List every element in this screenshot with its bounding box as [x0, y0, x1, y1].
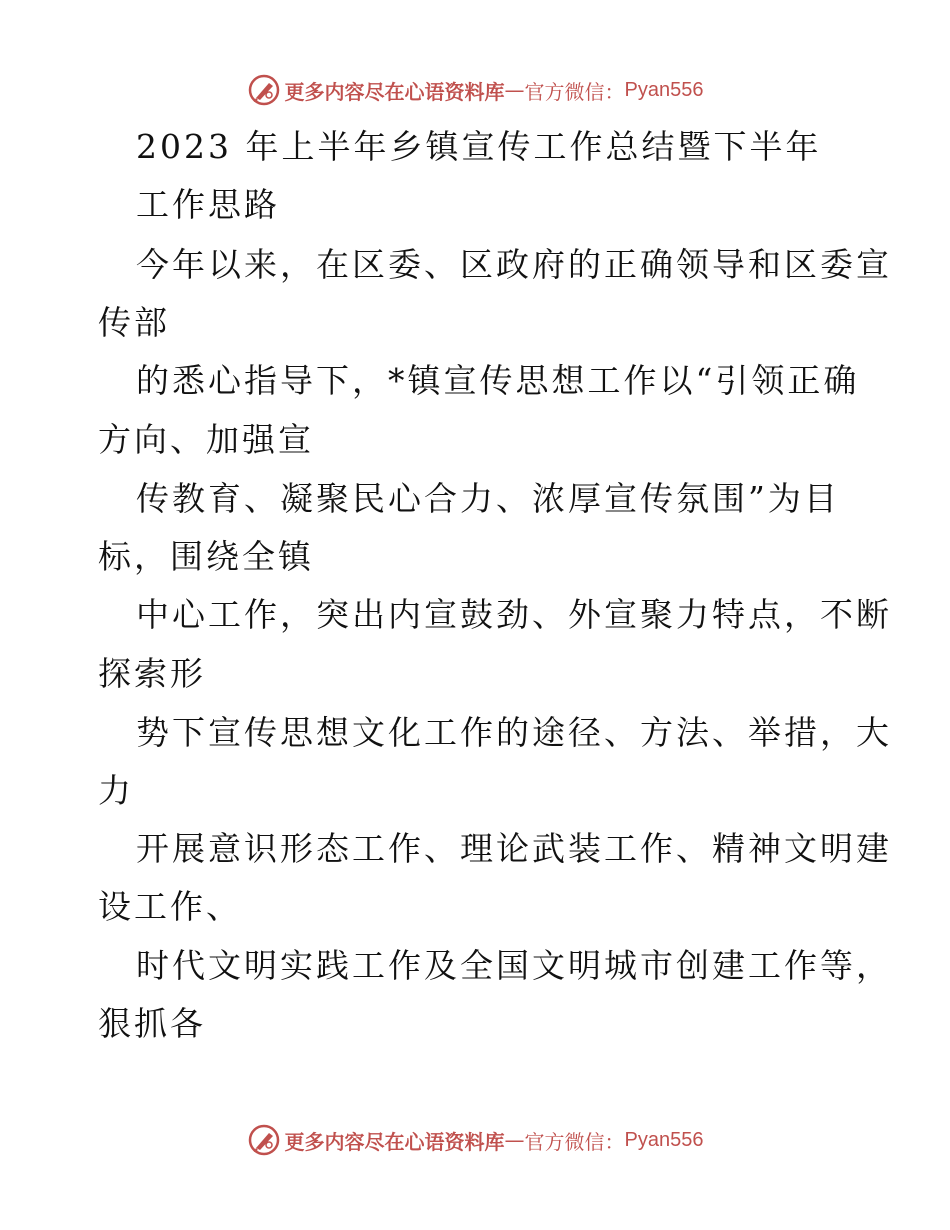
paragraph-line: 标，围绕全镇: [98, 537, 314, 576]
paragraph-line: 开展意识形态工作、理论武装工作、精神文明建: [136, 829, 892, 868]
paragraph-line: 势下宣传思想文化工作的途径、方法、举措，大: [136, 713, 892, 752]
paragraph-line: 今年以来，在区委、区政府的正确领导和区委宣: [136, 245, 892, 284]
paragraph-line: 中心工作，突出内宣鼓劲、外宣聚力特点，不断: [136, 595, 892, 634]
pen-logo-icon: [247, 1123, 281, 1157]
document-title-line-2: 工作思路: [136, 185, 280, 224]
watermark-wechat-id: Pyan556: [624, 1128, 704, 1151]
watermark-wechat-id: Pyan556: [624, 78, 704, 101]
paragraph-line: 传教育、凝聚民心合力、浓厚宣传氛围”为目: [136, 479, 840, 518]
document-title-line-1: 2023 年上半年乡镇宣传工作总结暨下半年: [136, 127, 822, 166]
paragraph-line: 方向、加强宣: [98, 420, 314, 459]
watermark-label: 官方微信：: [524, 1129, 625, 1154]
paragraph-line: 设工作、: [98, 887, 242, 926]
watermark-dash: —: [504, 1128, 525, 1152]
paragraph-line: 时代文明实践工作及全国文明城市创建工作等，: [136, 946, 892, 985]
header-watermark: [0, 70, 950, 110]
watermark-label: 官方微信：: [524, 79, 625, 104]
paragraph-line: 传部: [98, 303, 170, 342]
pen-logo-icon: [247, 73, 281, 107]
paragraph-line: 探索形: [98, 654, 206, 693]
watermark-site-text: 更多内容尽在心语资料库: [284, 1129, 505, 1154]
footer-watermark: [0, 1120, 950, 1160]
watermark-site-text: 更多内容尽在心语资料库: [284, 79, 505, 104]
paragraph-line: 力: [98, 771, 134, 810]
paragraph-line: 狠抓各: [98, 1004, 206, 1043]
watermark-dash: —: [504, 78, 525, 102]
paragraph-line: 的悉心指导下，*镇宣传思想工作以“引领正确: [136, 361, 860, 400]
